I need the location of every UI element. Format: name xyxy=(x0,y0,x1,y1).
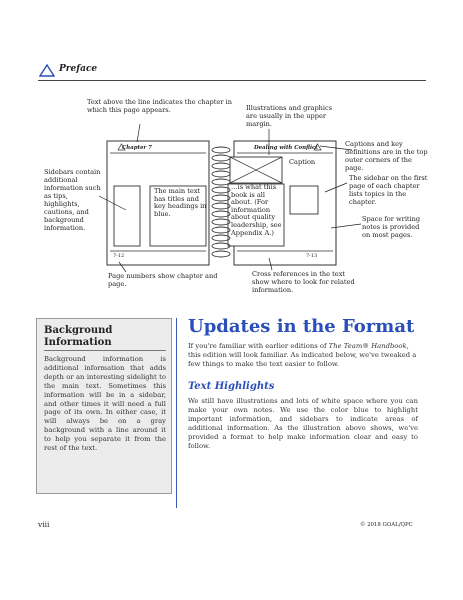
annotation-top-line: Text above the line indicates the chapter in which this page appears. xyxy=(87,98,232,114)
highlights-paragraph: We still have illustrations and lots of white space where you can make your own notes. We use the color blue to highlight important information, and sidebars to indicate areas of additional information. As the illustration above shows, we've provided a format to help make information clear and easy to follow. xyxy=(188,397,418,450)
copyright: © 2018 GOAL/QPC xyxy=(360,522,413,528)
book-main-text: The main text has titles and key headings in blue. xyxy=(154,187,207,218)
annotation-captions: Captions and key definitions are in the top outer corners of the page. xyxy=(345,140,428,172)
header-divider xyxy=(38,80,426,81)
blue-divider xyxy=(176,318,177,508)
book-caption: Caption xyxy=(289,158,316,166)
annotation-writing-space: Space for writing notes is provided on most pages. xyxy=(362,215,421,239)
annotation-cross-references: Cross references in the text show where to look for related information. xyxy=(252,270,355,294)
triangle-icon xyxy=(39,64,55,77)
section-title: Updates in the Format xyxy=(188,316,415,337)
annotation-page-numbers: Page numbers show chapter and page. xyxy=(108,272,218,288)
book-chapter-label: Chapter 7 xyxy=(122,145,152,151)
book-section-label: Dealing with Conflict xyxy=(254,145,318,151)
book-page-left: 7-12 xyxy=(113,253,125,259)
annotation-sidebar-first: The sidebar on the first page of each chapter lists topics in the chapter. xyxy=(349,174,428,206)
sidebar-divider xyxy=(44,350,166,351)
book-body-text: …is what this book is all about. (For information about quality leadership, see Appendix A.) xyxy=(231,183,282,237)
intro-paragraph: If you're familiar with earlier editions of The Team® Handbook, this edition will look familiar. As indicated below, we've tweaked a few things to make the text easier to follow. xyxy=(188,342,417,368)
annotation-illustrations: Illustrations and graphics are usually in the upper margin. xyxy=(246,104,333,128)
page-number: viii xyxy=(38,520,50,529)
sidebar-text: Background information is additional information that adds depth or an interesting sidelight to the main text. Sometimes this information will be in a sidebar, and other times it will need a full page of its own. In either case, it will always be on a gray background with a line around it to help you separate it from the rest of the text. xyxy=(44,355,166,453)
page-header-title: Preface xyxy=(59,64,98,74)
book-title: The Team® Handbook xyxy=(328,342,407,350)
subsection-title: Text Highlights xyxy=(188,381,275,392)
annotation-sidebars: Sidebars contain additional information such as tips, highlights, cautions, and background information. xyxy=(44,168,101,232)
sidebar-title: Background Information xyxy=(44,325,113,348)
book-page-right: 7-13 xyxy=(306,253,318,259)
